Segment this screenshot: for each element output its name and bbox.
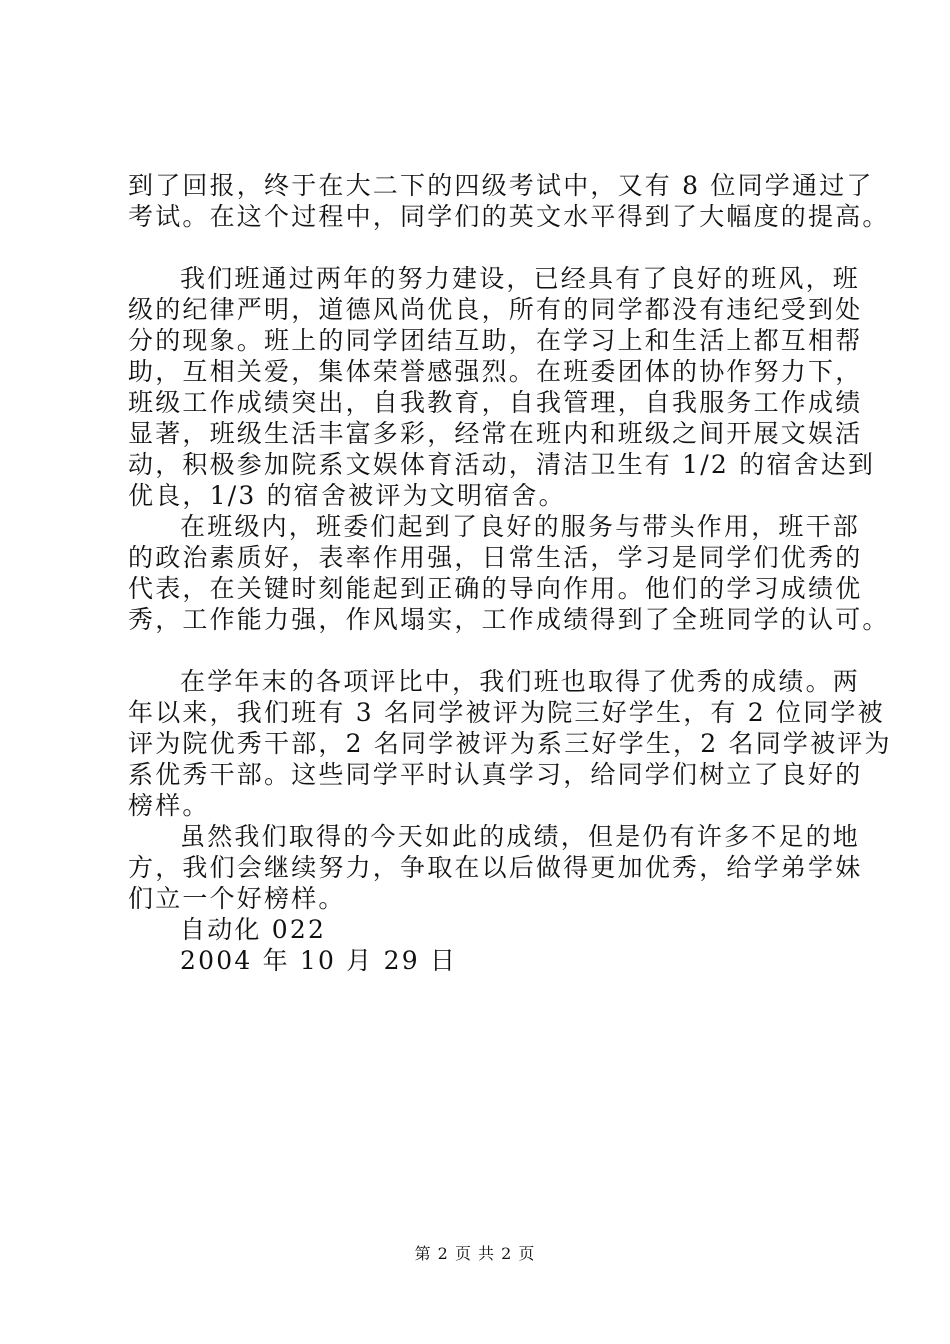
text-line: 考试。在这个过程中，同学们的英文水平得到了大幅度的提高。 <box>128 202 890 231</box>
text-line: 秀，工作能力强，作风塌实，工作成绩得到了全班同学的认可。 <box>128 605 890 634</box>
text-line: 年以来，我们班有 3 名同学被评为院三好学生，有 2 位同学被 <box>128 698 885 727</box>
paragraph-gap <box>128 635 852 666</box>
text-line: 代表，在关键时刻能起到正确的导向作用。他们的学习成绩优 <box>128 574 863 603</box>
paragraph-class-style <box>128 263 876 511</box>
text-line: 虽然我们取得的今天如此的成绩，但是仍有许多不足的地 <box>180 822 861 851</box>
page-number-footer: 第 2 页 共 2 页 <box>414 1244 536 1263</box>
text-line: 班级工作成绩突出，自我教育，自我管理，自我服务工作成绩 <box>128 388 863 417</box>
paragraph-class-committee <box>128 511 890 635</box>
text-line: 评为院优秀干部，2 名同学被评为系三好学生，2 名同学被评为 <box>128 729 892 758</box>
text-line: 助，互相关爱，集体荣誉感强烈。在班委团体的协作努力下， <box>128 357 863 386</box>
document-body <box>128 170 892 976</box>
text-line: 级的纪律严明，道德风尚优良，所有的同学都没有违纪受到处 <box>128 295 863 324</box>
text-line: 到了回报，终于在大二下的四级考试中，又有 8 位同学通过了 <box>128 171 874 200</box>
text-line: 的政治素质好，表率作用强，日常生活，学习是同学们优秀的 <box>128 543 863 572</box>
text-line: 榜样。 <box>128 791 210 820</box>
paragraph-gap <box>128 232 852 263</box>
text-line: 动，积极参加院系文娱体育活动，清洁卫生有 1/2 的宿舍达到 <box>128 450 876 479</box>
text-line: 分的现象。班上的同学团结互助，在学习上和生活上都互相帮 <box>128 326 863 355</box>
text-line: 我们班通过两年的努力建设，已经具有了良好的班风，班 <box>180 264 861 293</box>
text-line: 在学年末的各项评比中，我们班也取得了优秀的成绩。两 <box>180 667 861 696</box>
text-line: 方，我们会继续努力，争取在以后做得更加优秀，给学弟学妹 <box>128 853 863 882</box>
paragraph-conclusion <box>128 821 863 914</box>
text-line: 优良，1/3 的宿舍被评为文明宿舍。 <box>128 481 566 510</box>
text-line: 们立一个好榜样。 <box>128 884 346 913</box>
signature-date: 2004 年 10 月 29 日 <box>180 946 458 975</box>
text-line: 在班级内，班委们起到了良好的服务与带头作用，班干部 <box>180 512 861 541</box>
signature-block <box>128 914 852 976</box>
text-line: 系优秀干部。这些同学平时认真学习，给同学们树立了良好的 <box>128 760 863 789</box>
signature-class-name: 自动化 022 <box>180 915 327 944</box>
paragraph-awards <box>128 666 892 821</box>
text-line: 显著，班级生活丰富多彩，经常在班内和班级之间开展文娱活 <box>128 419 863 448</box>
paragraph-continued <box>128 170 890 232</box>
